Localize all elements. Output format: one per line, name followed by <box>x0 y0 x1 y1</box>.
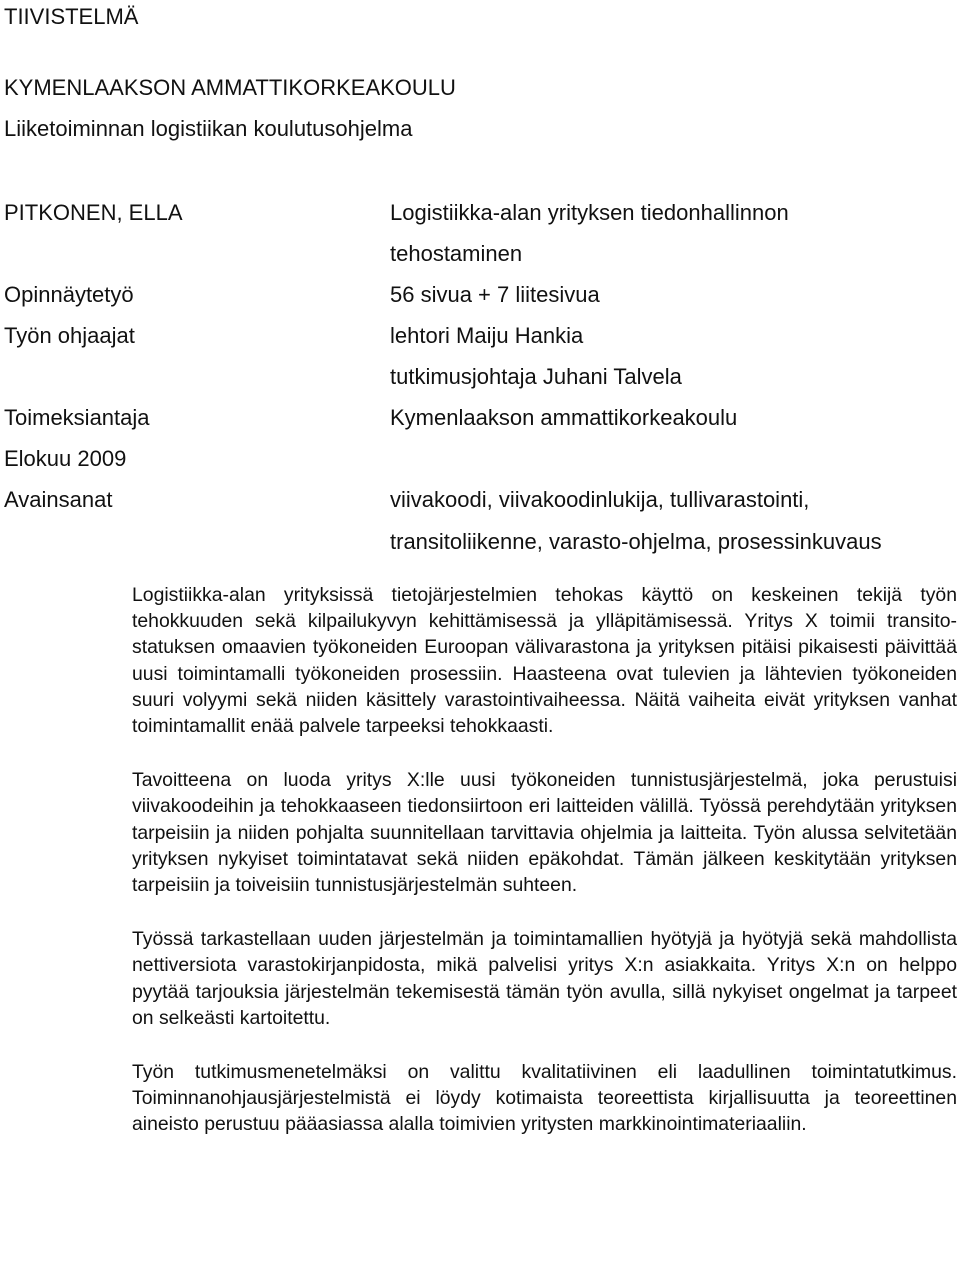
abstract-body <box>132 582 957 1138</box>
thesis-type-label: Opinnäytetyö <box>4 282 134 307</box>
keywords-line-2: transitoliikenne, varasto-ohjelma, prosessinkuvaus <box>390 529 882 554</box>
page-count: 56 sivua + 7 liitesivua <box>390 282 600 307</box>
abstract-paragraph-3: Työssä tarkastellaan uuden järjestelmän ja toimintamallien hyötyjä ja hyötyjä sekä mahdollista nettiversiota varastokirjanpidosta, mikä palvelisi yritys X:n asiakkaita. Yritys X:n on helppo pyytää tarjouksia järjestelmän tekemisestä tämän työn avulla, sillä nykyiset ongelmat ja tarpeet on selkeästi kartoitettu. <box>132 928 957 1029</box>
thesis-title-line-1: Logistiikka-alan yrityksen tiedonhallinnon <box>390 200 789 225</box>
abstract-paragraph-2: Tavoitteena on luoda yritys X:lle uusi työkoneiden tunnistusjärjestelmä, joka perustuisi viivakoodeihin ja tehokkaaseen tiedonsiirtoon eri laitteiden välillä. Työssä perehdytään yrityksen tarpeisiin ja niiden pohjalta suunnitellaan tarvittavia ohjelmia ja laitteita. Työn alussa selvitetään yrityksen nykyiset toimintatavat sekä niiden epäkohdat. Tämän jälkeen keskitytään yrityksen tarpeisiin ja toiveisiin tunnistusjärjestelmän suhteen. <box>132 769 957 897</box>
degree-programme: Liiketoiminnan logistiikan koulutusohjelma <box>4 116 413 141</box>
thesis-title-line-2: tehostaminen <box>390 241 523 266</box>
supervisors-label: Työn ohjaajat <box>4 323 135 348</box>
keywords-line-1: viivakoodi, viivakoodinlukija, tullivarastointi, <box>390 487 810 512</box>
supervisor-2: tutkimusjohtaja Juhani Talvela <box>390 364 682 389</box>
author-name: PITKONEN, ELLA <box>4 200 183 225</box>
keywords-label: Avainsanat <box>4 487 113 512</box>
document-title: TIIVISTELMÄ <box>4 4 139 29</box>
institution-name: KYMENLAAKSON AMMATTIKORKEAKOULU <box>4 75 456 100</box>
supervisor-1: lehtori Maiju Hankia <box>390 323 584 348</box>
commissioner-label: Toimeksiantaja <box>4 405 150 430</box>
commissioner-name: Kymenlaakson ammattikorkeakoulu <box>390 405 738 430</box>
thesis-date: Elokuu 2009 <box>4 446 127 471</box>
abstract-paragraph-1: Logistiikka-alan yrityksissä tietojärjestelmien tehokas käyttö on keskeinen tekijä työn tehokkuuden sekä kilpailukyvyn kehittämisessä ja ylläpitämisessä. Yritys X toimii transito-statuksen omaavien työkoneiden Euroopan välivarastona ja yrityksen pitäisi pikaisesti päivittää uusi toimintamalli työkoneiden prosessiin. Haasteena ovat tulevien ja lähtevien työkoneiden suuri volyymi sekä niiden käsittely varastointivaiheessa. Näitä vaiheita eivät yrityksen vanhat toimintamallit enää palvele tarpeeksi tehokkaasti. <box>132 584 957 738</box>
abstract-paragraph-4: Työn tutkimusmenetelmäksi on valittu kvalitatiivinen eli laadullinen toimintatutkimus. Toiminnanohjausjärjestelmistä ei löydy kotimaista teoreettista kirjallisuutta ja teoreettinen aineisto perustuu pääasiassa alalla toimivien yritysten markkinointimateriaaliin. <box>132 1061 957 1136</box>
